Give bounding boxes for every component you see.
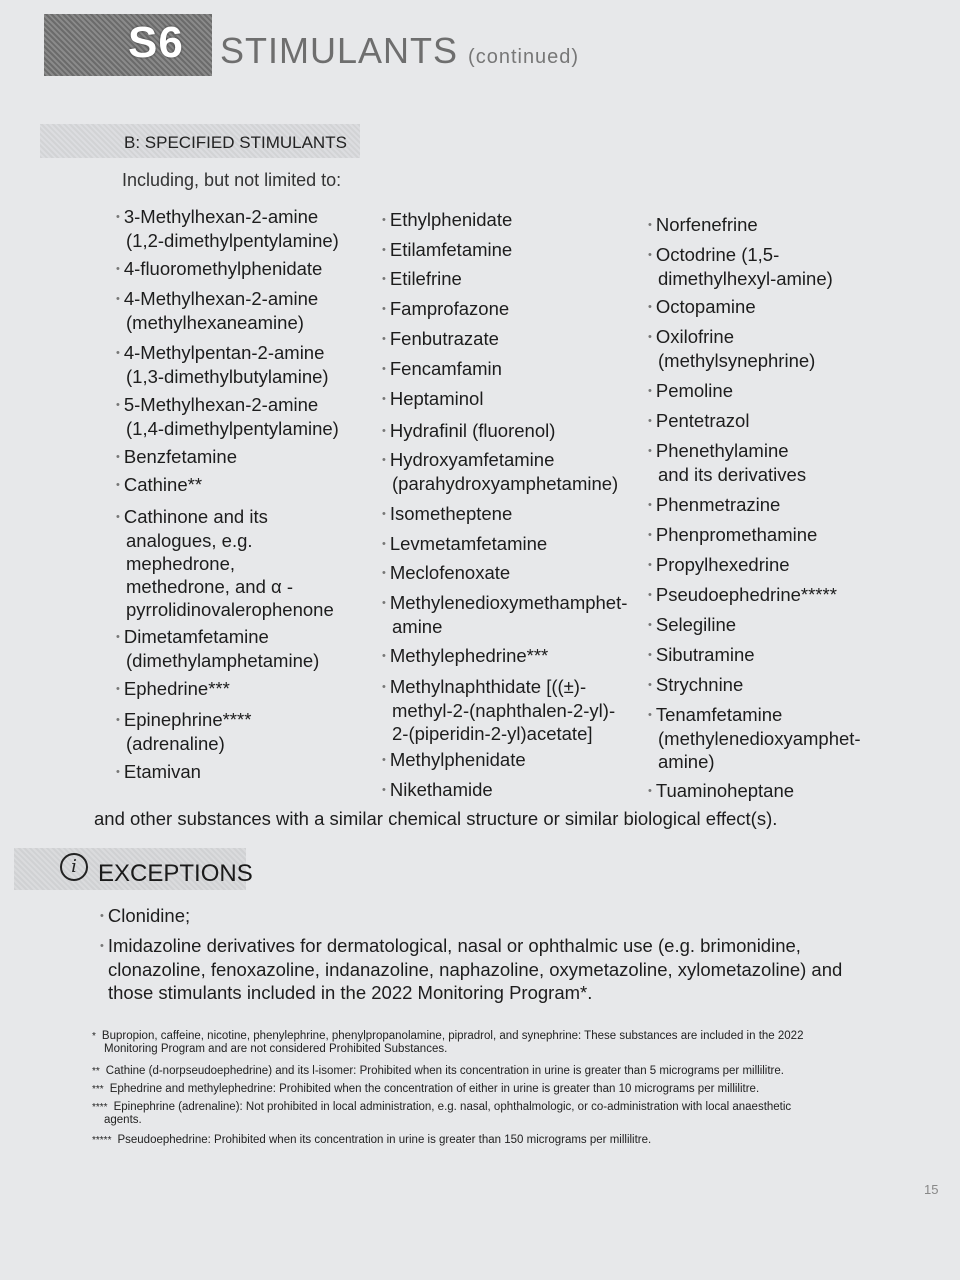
section-intro: Including, but not limited to: (122, 170, 342, 190)
list-item: • Tuaminoheptane (648, 780, 795, 801)
section-outro: and other substances with a similar chemical structure or similar biological effect(s). (94, 808, 778, 829)
footnote: ** Cathine (d-norpseudoephedrine) and its l-isomer: Prohibited when its concentration in urine is greater than 5 micrograms per millilitre. (92, 1065, 784, 1077)
page-number: 15 (924, 1182, 939, 1197)
list-item: • Oxilofrine (methylsynephrine) (648, 326, 816, 371)
s6-badge-label: S6 (128, 18, 184, 67)
footnote: ***** Pseudoephedrine: Prohibited when its concentration in urine is greater than 150 micrograms per millilitre. (92, 1134, 652, 1146)
footnote: **** Epinephrine (adrenaline): Not prohibited in local administration, e.g. nasal, ophthalmologic, or co-administration with local anaesthetic agents. (92, 1101, 792, 1126)
list-item: • Epinephrine**** (adrenaline) (116, 709, 252, 754)
list-item: • Meclofenoxate (382, 562, 511, 583)
list-item: • Ephedrine*** (116, 678, 230, 699)
list-item: • Methylnaphthidate [((±)- methyl-2-(naphthalen-2-yl)- 2-(piperidin-2-yl)acetate] (382, 676, 616, 744)
list-item: • Pseudoephedrine***** (648, 584, 837, 605)
list-item: • Cathine** (116, 474, 203, 495)
section-title: B: SPECIFIED STIMULANTS (124, 133, 347, 152)
list-item: • Tenamfetamine (methylenedioxyamphet- amine) (648, 704, 861, 772)
list-item: • Strychnine (648, 674, 744, 695)
list-item: • Methylephedrine*** (382, 645, 549, 666)
list-item: • Phenethylamine and its derivatives (648, 440, 807, 485)
list-item: • Sibutramine (648, 644, 755, 665)
list-item: • Imidazoline derivatives for dermatological, nasal or ophthalmic use (e.g. brimonidine, clonazoline, fenoxazoline, indanazoline, naphazoline, oxymetazoline, xylometazoline) and those stimulants included in the 2022 Monitoring Program*. (100, 935, 843, 1003)
list-item: • Propylhexedrine (648, 554, 790, 575)
list-item: • Nikethamide (382, 779, 493, 800)
list-item: • Etilefrine (382, 268, 462, 289)
page-title-continued: (continued) (468, 46, 580, 68)
list-item: • Clonidine; (100, 905, 191, 926)
footnote: *** Ephedrine and methylephedrine: Prohibited when the concentration of either in urine is greater than 10 micrograms per millilitre. (92, 1083, 760, 1095)
list-item: • Methylenedioxymethamphet- amine (382, 592, 628, 637)
list-item: • Fencamfamin (382, 358, 502, 379)
list-item: • Selegiline (648, 614, 737, 635)
list-item: • Norfenefrine (648, 214, 758, 235)
list-item: • Pentetrazol (648, 410, 750, 431)
list-item: • Benzfetamine (116, 446, 237, 467)
list-item: • 4-Methylhexan-2-amine (methylhexaneamine) (116, 288, 319, 333)
page-title (220, 30, 579, 72)
footnote: * Bupropion, caffeine, nicotine, phenylephrine, phenylpropanolamine, pipradrol, and synephrine: These substances are included in the 2022 Monitoring Program and are not considered Prohibited Substances. (92, 1030, 804, 1055)
list-item: • Hydrafinil (fluorenol) (382, 420, 556, 441)
list-item: • Hydroxyamfetamine (parahydroxyamphetamine) (382, 449, 619, 494)
list-item: • Isometheptene (382, 503, 513, 524)
list-item: • Phenmetrazine (648, 494, 781, 515)
list-item: • 3-Methylhexan-2-amine (1,2-dimethylpentylamine) (116, 206, 339, 251)
list-item: • Ethylphenidate (382, 209, 513, 230)
exceptions-title: EXCEPTIONS (98, 860, 253, 887)
list-item: • Methylphenidate (382, 749, 526, 770)
list-item: • Etamivan (116, 761, 201, 782)
list-item: • Dimetamfetamine (dimethylamphetamine) (116, 626, 320, 671)
list-item: • Octopamine (648, 296, 756, 317)
list-item: • Octodrine (1,5- dimethylhexyl-amine) (648, 244, 833, 289)
info-icon: i (60, 853, 88, 881)
list-item: • Cathinone and its analogues, e.g. mephedrone, methedrone, and α - pyrrolidinovalerophenone (116, 506, 334, 620)
list-item: • Pemoline (648, 380, 733, 401)
list-item: • 4-Methylpentan-2-amine (1,3-dimethylbutylamine) (116, 342, 329, 387)
page-title-text: STIMULANTS (220, 30, 459, 71)
list-item: • 5-Methylhexan-2-amine (1,4-dimethylpentylamine) (116, 394, 339, 439)
list-item: • Heptaminol (382, 388, 484, 409)
list-item: • Fenbutrazate (382, 328, 499, 349)
list-item: • Levmetamfetamine (382, 533, 548, 554)
list-item: • 4-fluoromethylphenidate (116, 258, 323, 279)
list-item: • Phenpromethamine (648, 524, 818, 545)
list-item: • Etilamfetamine (382, 239, 513, 260)
list-item: • Famprofazone (382, 298, 510, 319)
